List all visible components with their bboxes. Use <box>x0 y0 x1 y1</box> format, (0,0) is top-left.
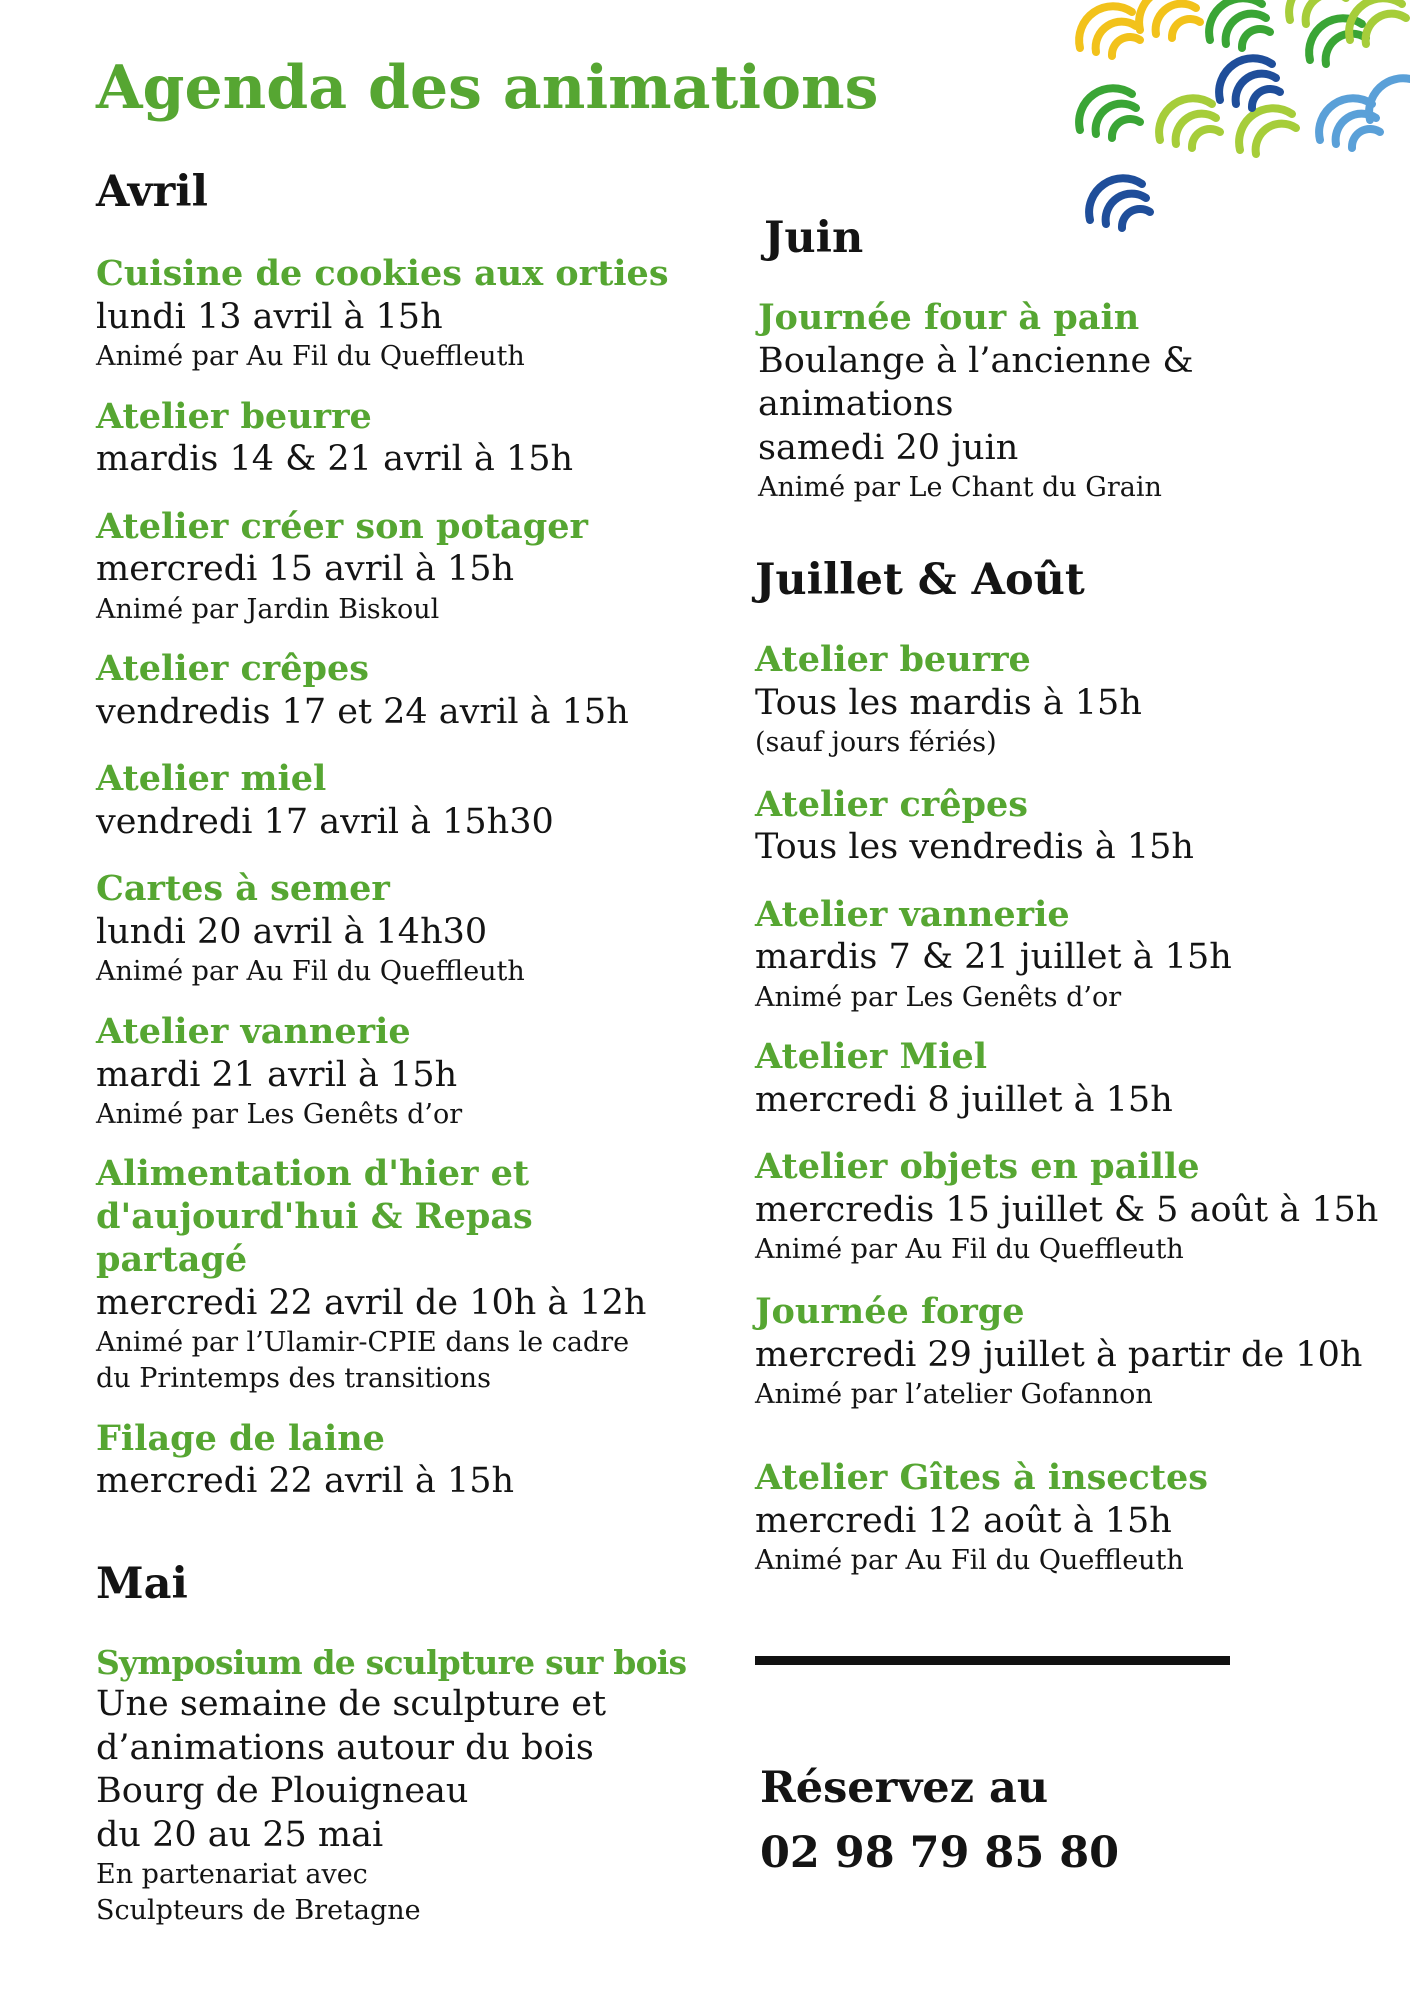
event-title: Atelier beurre <box>96 395 372 437</box>
event-title: Journée forge <box>755 1290 1025 1332</box>
event-item <box>96 648 696 734</box>
event-host: Animé par l’Ulamir-CPIE dans le cadre <box>96 1326 630 1358</box>
decorative-arcs-pattern <box>1060 0 1410 240</box>
event-item <box>96 396 696 482</box>
month-heading: Mai <box>96 1559 188 1609</box>
event-date: Tous les vendredis à 15h <box>755 827 1194 868</box>
event-title: Cartes à semer <box>96 868 390 910</box>
event-item <box>755 894 1395 1017</box>
event-host: Animé par Le Chant du Grain <box>758 472 1162 503</box>
section-juillet-aout <box>755 555 1395 1580</box>
event-title: Atelier Miel <box>755 1036 988 1078</box>
event-date: mercredi 8 juillet à 15h <box>755 1079 1173 1120</box>
event-host: Animé par Jardin Biskoul <box>96 593 440 625</box>
event-item <box>755 639 1395 762</box>
month-heading: Juin <box>764 213 864 263</box>
event-date: samedi 20 juin <box>758 427 1019 468</box>
event-item <box>96 758 696 844</box>
event-description: Boulange à l’ancienne & <box>758 340 1194 381</box>
event-host: Animé par Au Fil du Queffleuth <box>96 956 525 988</box>
event-title: Journée four à pain <box>758 297 1140 339</box>
section-avril <box>96 167 696 1504</box>
event-date: mercredi 29 juillet à partir de 10h <box>755 1334 1363 1375</box>
reservation-block <box>760 1756 1119 1887</box>
event-item <box>755 1036 1395 1122</box>
yellow-arcs <box>1079 0 1200 56</box>
event-item <box>96 506 696 629</box>
event-title: Filage de laine <box>96 1417 385 1459</box>
event-host: Animé par Les Genêts d’or <box>96 1099 463 1130</box>
event-date: mercredis 15 juillet & 5 août à 15h <box>755 1190 1379 1231</box>
event-title: Cuisine de cookies aux orties <box>96 253 669 295</box>
event-title: Alimentation d'hier et d'aujourd'hui & Repas partagé <box>96 1153 533 1280</box>
event-title: Atelier beurre <box>755 639 1031 681</box>
reservation-label: Réservez au <box>760 1763 1049 1813</box>
event-date: mardi 21 avril à 15h <box>96 1054 458 1095</box>
event-title: Atelier vannerie <box>96 1010 411 1052</box>
event-location: Bourg de Plouigneau <box>96 1771 469 1812</box>
event-description: Une semaine de sculpture et <box>96 1684 607 1725</box>
event-date: mercredi 12 août à 15h <box>755 1501 1172 1542</box>
event-title: Atelier miel <box>96 758 327 800</box>
event-date: du 20 au 25 mai <box>96 1814 384 1855</box>
month-heading: Avril <box>96 167 208 217</box>
event-item <box>755 1291 1395 1414</box>
event-date: vendredi 17 avril à 15h30 <box>96 802 554 843</box>
event-host: Animé par l’atelier Gofannon <box>755 1378 1153 1410</box>
event-item <box>96 868 696 991</box>
event-item <box>758 297 1378 506</box>
event-item <box>755 784 1395 870</box>
event-title: Atelier crêpes <box>96 648 369 690</box>
event-date: mercredi 22 avril de 10h à 12h <box>96 1282 647 1323</box>
event-host: Animé par Les Genêts d’or <box>755 981 1122 1013</box>
event-description: d’animations autour du bois <box>96 1727 594 1768</box>
event-host: Animé par Au Fil du Queffleuth <box>755 1234 1184 1266</box>
event-date: mercredi 15 avril à 15h <box>96 549 515 590</box>
event-date: mercredi 22 avril à 15h <box>96 1461 515 1502</box>
event-date: Tous les mardis à 15h <box>755 682 1142 723</box>
event-partner: En partenariat avec <box>96 1858 368 1890</box>
event-title: Atelier objets en paille <box>755 1146 1200 1188</box>
event-host: du Printemps des transitions <box>96 1363 491 1395</box>
event-partner: Sculpteurs de Bretagne <box>96 1895 421 1927</box>
event-title: Atelier Gîtes à insectes <box>755 1457 1209 1499</box>
section-juin <box>758 213 1378 506</box>
event-item <box>96 253 696 376</box>
event-title: Symposium de sculpture sur bois <box>96 1643 687 1683</box>
event-date: mardis 14 & 21 avril à 15h <box>96 439 574 480</box>
light-blue-arcs <box>1319 78 1410 148</box>
event-title: Atelier vannerie <box>755 893 1070 935</box>
dark-blue-arcs <box>1089 58 1280 228</box>
event-date: lundi 20 avril à 14h30 <box>96 912 488 953</box>
event-item <box>755 1457 1395 1580</box>
page-title: Agenda des animations <box>96 53 879 123</box>
event-host: Animé par Au Fil du Queffleuth <box>755 1545 1184 1577</box>
event-item <box>96 1011 696 1134</box>
event-note: (sauf jours fériés) <box>755 727 997 759</box>
event-title: Atelier créer son potager <box>96 505 588 547</box>
event-description: animations <box>758 384 954 425</box>
reservation-phone: 02 98 79 85 80 <box>760 1828 1120 1879</box>
month-heading: Juillet & Août <box>755 555 1085 605</box>
event-date: lundi 13 avril à 15h <box>96 296 443 337</box>
divider <box>755 1656 1230 1665</box>
event-date: mardis 7 & 21 juillet à 15h <box>755 937 1232 978</box>
section-mai <box>96 1559 696 1930</box>
event-item <box>96 1643 696 1930</box>
event-host: Animé par Au Fil du Queffleuth <box>96 341 525 373</box>
event-item <box>96 1153 696 1397</box>
event-item <box>755 1146 1395 1269</box>
event-item <box>96 1418 696 1504</box>
event-date: vendredis 17 et 24 avril à 15h <box>96 691 629 732</box>
event-title: Atelier crêpes <box>755 783 1028 825</box>
